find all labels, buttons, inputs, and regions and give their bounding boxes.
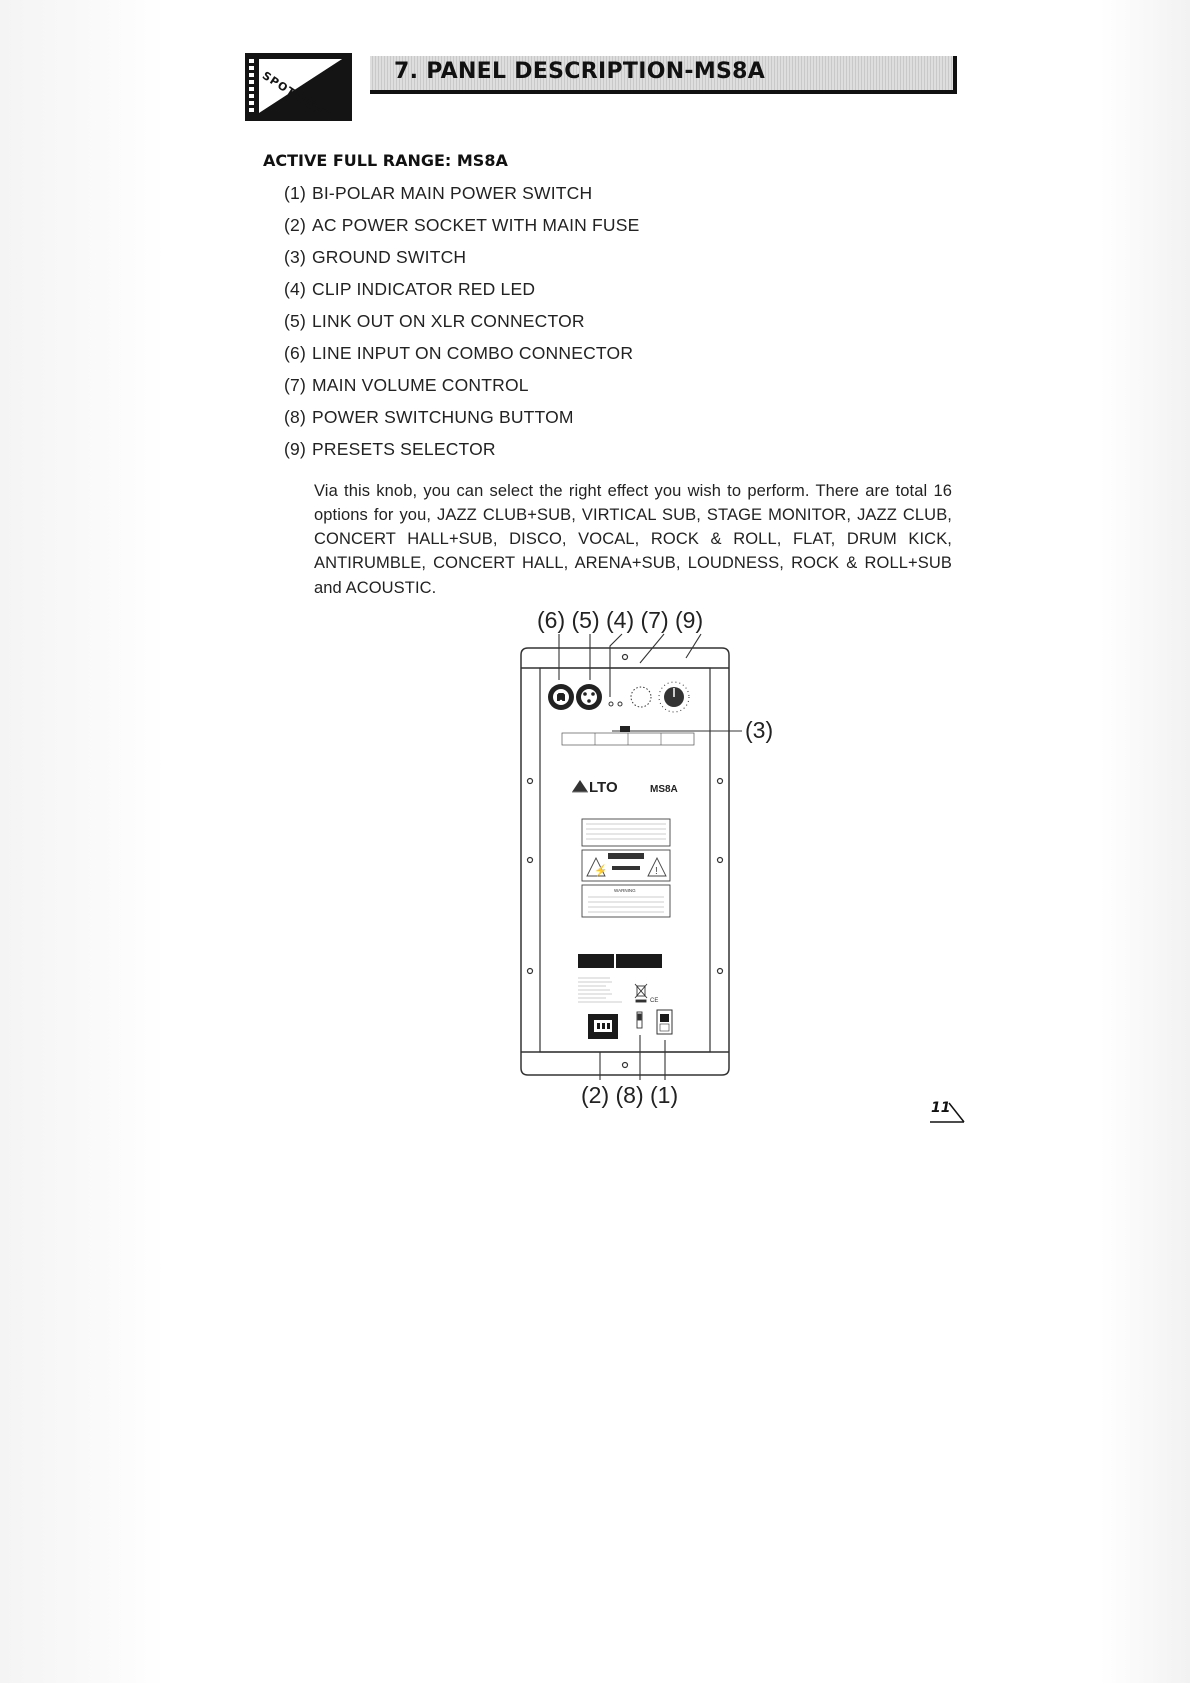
brand-name: LTO — [589, 779, 618, 796]
item-number: (9) — [284, 439, 306, 459]
item-label: MAIN VOLUME CONTROL — [312, 375, 529, 395]
page-title: 7. PANEL DESCRIPTION-MS8A — [394, 59, 766, 84]
item-number: (8) — [284, 407, 306, 427]
svg-text:!: ! — [655, 866, 658, 877]
callouts-bottom: (2) (8) (1) — [581, 1082, 679, 1108]
callout-right: (3) — [745, 717, 774, 743]
page-number: 11 — [931, 1100, 951, 1116]
logo-text: SPOTLIGHT — [259, 69, 333, 123]
item-number: (1) — [284, 183, 306, 203]
item-label: CLIP INDICATOR RED LED — [312, 279, 536, 299]
model-name: MS8A — [650, 784, 678, 795]
presets-description: Via this knob, you can select the right effect you wish to perform. There are total 16 options for you, JAZZ CLUB+SUB, VIRTICAL SUB, STAGE MONITOR, JAZZ CLUB, CONCERT HALL+SUB, DISCO, VOCAL, ROCK & ROLL, FLAT, DRUM KICK, ANTIRUMBLE, CONCERT HALL, ARENA+SUB, LOUDNESS, ROCK & ROLL+SUB and ACOUSTIC. — [314, 481, 952, 597]
item-number: (7) — [284, 375, 306, 395]
section-heading: ACTIVE FULL RANGE: MS8A — [263, 151, 508, 170]
item-label: PRESETS SELECTOR — [312, 439, 496, 459]
item-label: POWER SWITCHUNG BUTTOM — [312, 407, 574, 427]
item-label: LINE INPUT ON COMBO CONNECTOR — [312, 343, 634, 363]
item-number: (5) — [284, 311, 306, 331]
item-number: (4) — [284, 279, 306, 299]
item-number: (6) — [284, 343, 306, 363]
item-label: AC POWER SOCKET WITH MAIN FUSE — [312, 215, 640, 235]
item-label: BI-POLAR MAIN POWER SWITCH — [312, 183, 593, 203]
item-number: (2) — [284, 215, 306, 235]
svg-text:CE: CE — [650, 998, 659, 1004]
item-label: GROUND SWITCH — [312, 247, 467, 267]
warning-text: WARNING — [614, 888, 636, 893]
item-number: (3) — [284, 247, 306, 267]
item-label: LINK OUT ON XLR CONNECTOR — [312, 311, 585, 331]
svg-text:⚡: ⚡ — [594, 865, 608, 877]
callouts-top: (6) (5) (4) (7) (9) — [537, 607, 704, 633]
